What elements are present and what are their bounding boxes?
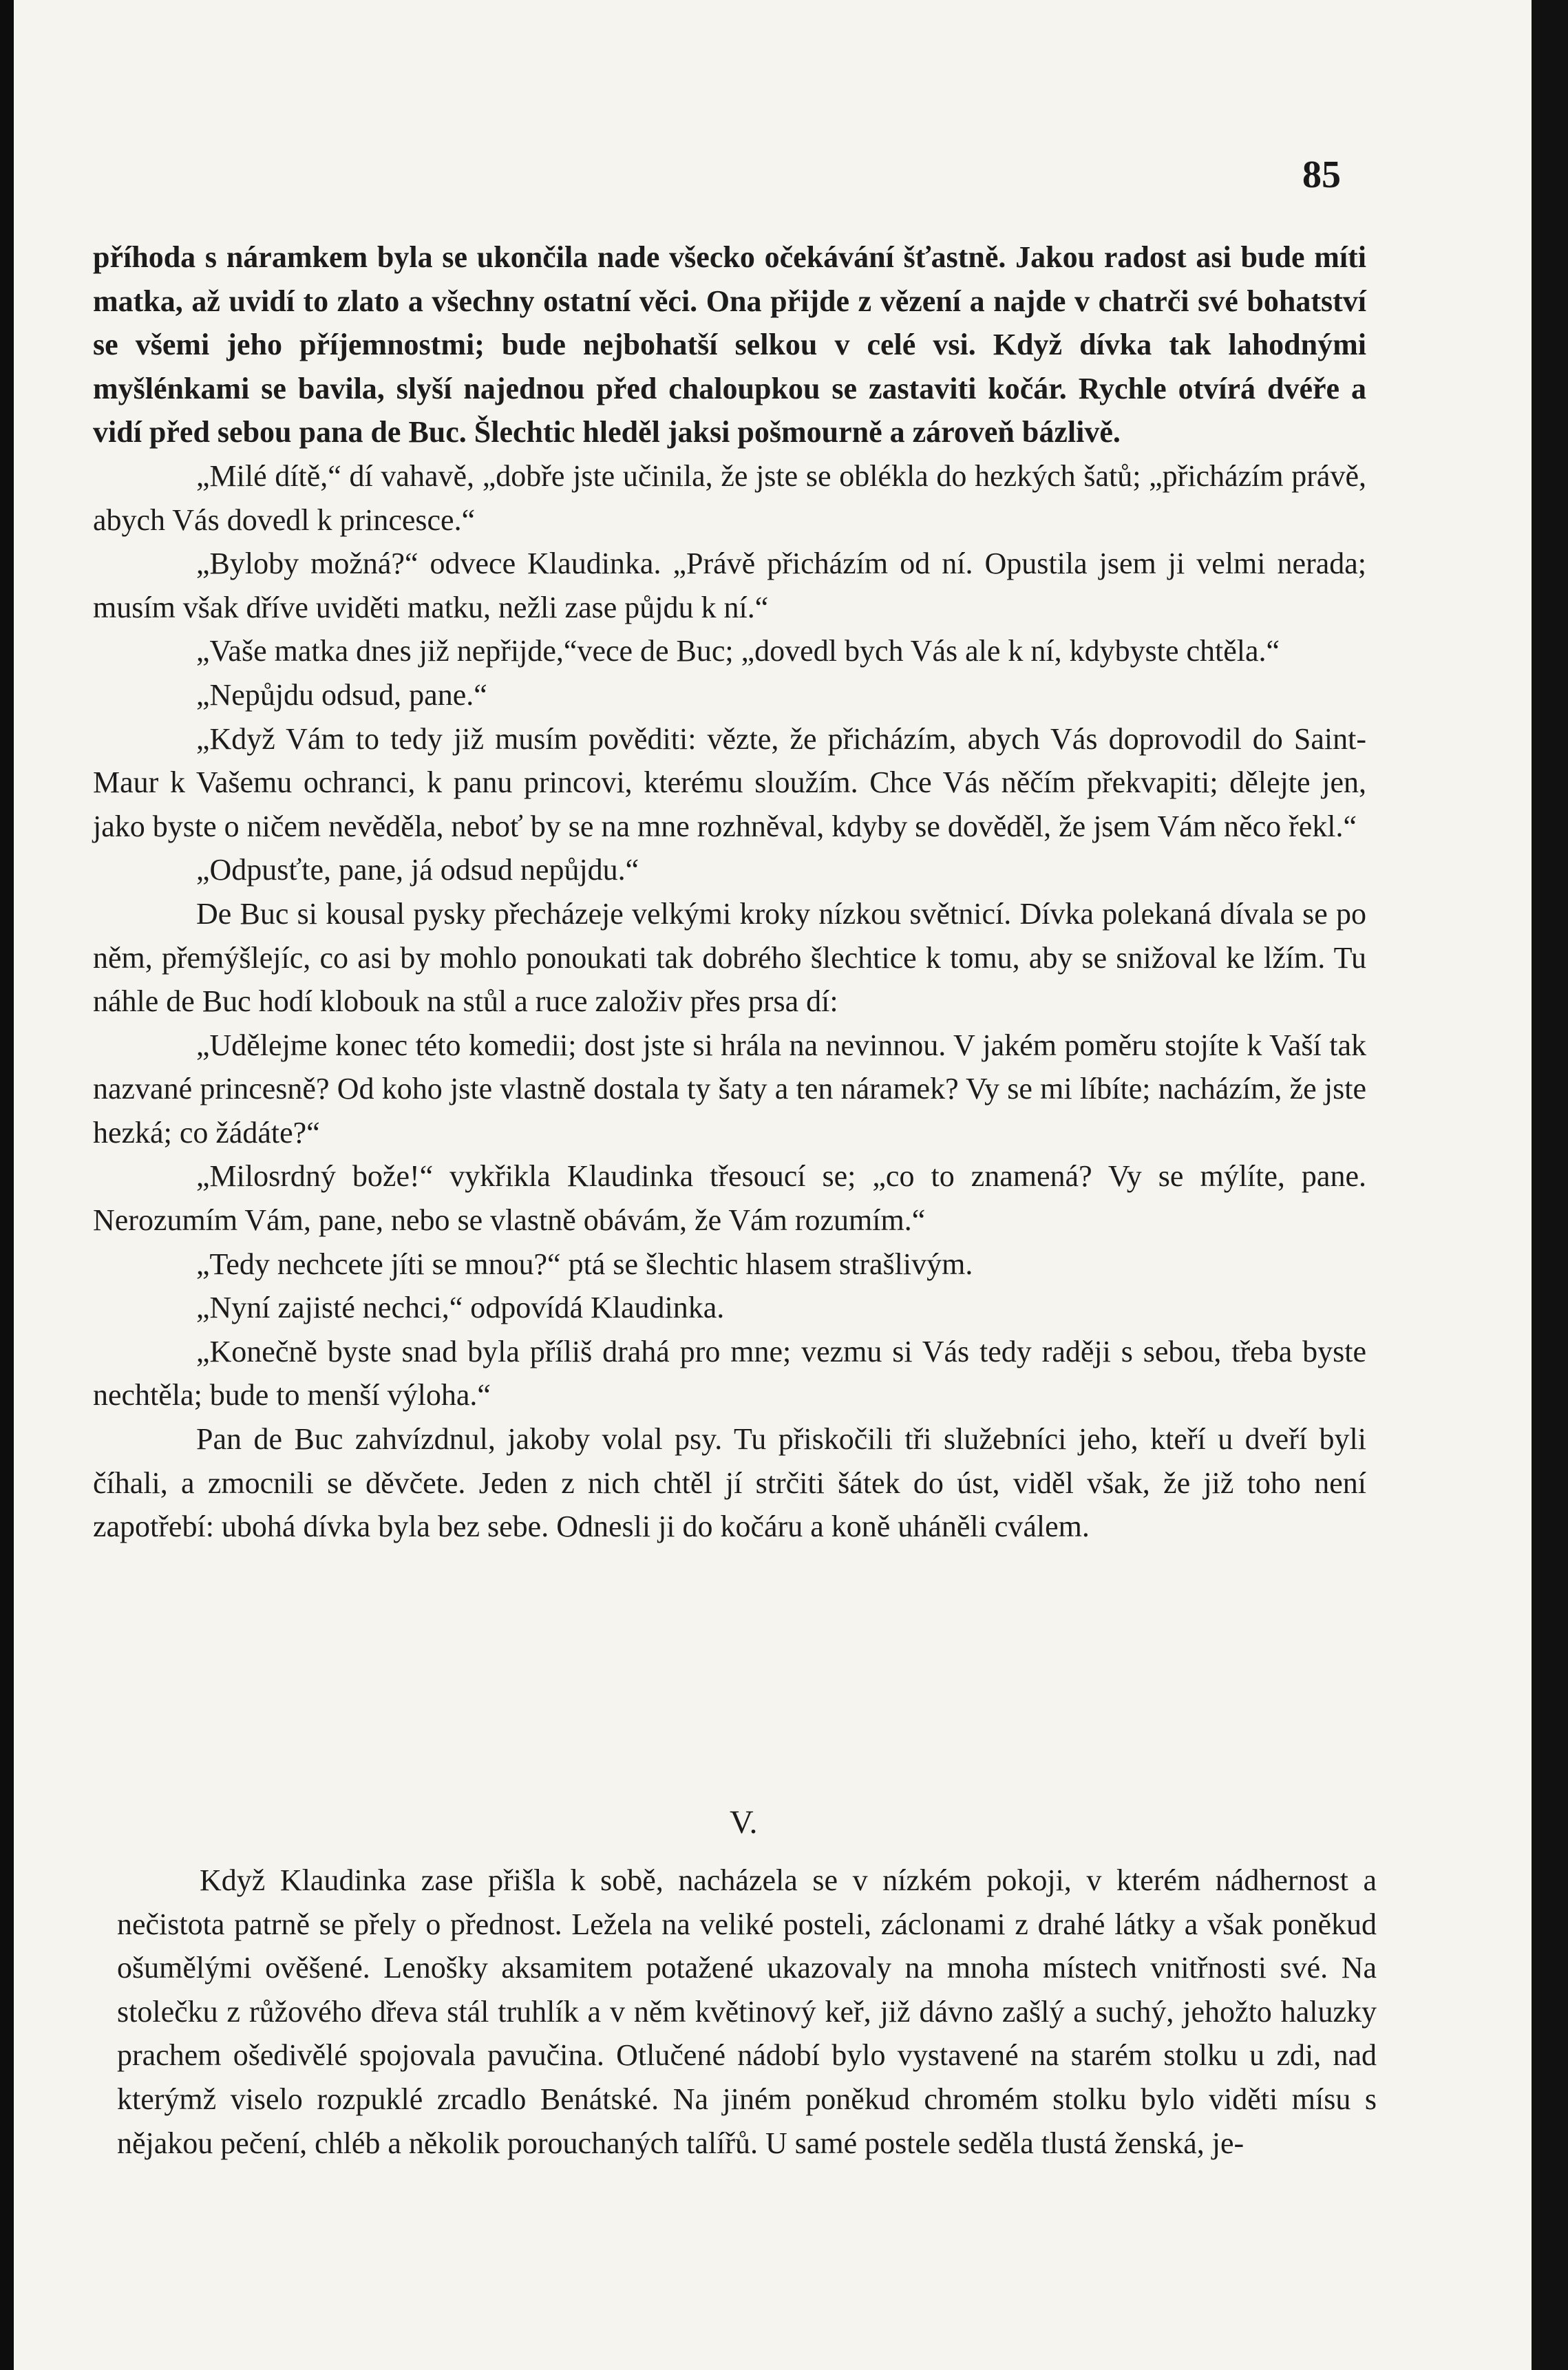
paragraph-13: „Konečně byste snad byla příliš drahá pro mne; vezmu si Vás tedy raději s sebou, třeba byste nechtěla; bude to menší výloha.“ xyxy=(93,1334,1366,1413)
scan-edge xyxy=(1532,0,1568,2370)
chapter-paragraph-1: Když Klaudinka zase přišla k sobě, nacházela se v nízkém pokoji, v kterém nádhernost a nečistota patrně se přely o přednost. Ležela na veliké posteli, záclonami z drahé látky a však poněkud ošumělými ověšené. Lenošky aksamitem potažené ukazovaly na mnoha místech vnitřnosti své. Na stolečku z růžového dřeva stál truhlík a v něm květinový keř, již dávno zašlý a suchý, jehožto haluzky prachem ošedivělé spojovala pavučina. Otlučené nádobí bylo vystavené na starém stolku u zdi, nad kterýmž viselo rozpuklé zrcadlo Benátské. Na jiném poněkud chromém stolku bylo viděti mísu s nějakou pečení, chléb a několik porouchaných talířů. U samé postele seděla tlustá ženská, je- xyxy=(117,1863,1377,2160)
paragraph-6: „Když Vám to tedy již musím pověditi: vězte, že přicházím, abych Vás doprovodil do Saint-Maur k Vašemu ochranci, k panu princovi, kterému sloužím. Chce Vás něčím překvapiti; dělejte jen, jako byste o ničem nevěděla, neboť by se na mne rozhněval, kdyby se dověděl, že jsem Vám něco řekl.“ xyxy=(93,721,1366,843)
chapter-body-text xyxy=(117,1859,1377,2165)
paragraph-9: „Udělejme konec této komedii; dost jste si hrála na nevinnou. V jakém poměru stojíte k Vaší tak nazvané princesně? Od koho jste vlastně dostala ty šaty a ten náramek? Vy se mi líbíte; nacházím, že jste hezká; co žádáte?“ xyxy=(93,1028,1366,1150)
paragraph-4: „Vaše matka dnes již nepřijde,“vece de Buc; „dovedl bych Vás ale k ní, kdybyste chtěla.“ xyxy=(196,634,1280,668)
paragraph-8: De Buc si kousal pysky přecházeje velkými kroky nízkou světnicí. Dívka polekaná dívala se po něm, přemýšlejíc, co asi by mohlo ponoukati tak dobrého šlechtice k tomu, aby se snižoval ke lžím. Tu náhle de Buc hodí klobouk na stůl a ruce založiv přes prsa dí: xyxy=(93,896,1366,1019)
paragraph-12: „Nyní zajisté nechci,“ odpovídá Klaudinka. xyxy=(196,1291,725,1325)
paragraph-3: „Byloby možná?“ odvece Klaudinka. „Právě přicházím od ní. Opustila jsem ji velmi nerada; musím však dříve uviděti matku, nežli zase půjdu k ní.“ xyxy=(93,547,1366,624)
book-page xyxy=(14,0,1532,2370)
paragraph-5: „Nepůjdu odsud, pane.“ xyxy=(196,677,487,712)
paragraph-1: příhoda s náramkem byla se ukončila nade všecko očekávání šťastně. Jakou radost asi bude míti matka, až uvidí to zlato a všechny ostatní věci. Ona přijde z vězení a najde v chatrči své bohatství se všemi jeho příjemnostmi; bude nejbohatší selkou v celé vsi. Když dívka tak lahodnými myšlénkami se bavila, slyší najednou před chaloupkou se zastaviti kočár. Rychle otvírá dvéře a vidí před sebou pana de Buc. Šlechtic hleděl jaksi pošmourně a zároveň bázlivě. xyxy=(93,240,1366,449)
paragraph-10: „Milosrdný bože!“ vykřikla Klaudinka třesoucí se; „co to znamená? Vy se mýlíte, pane. Nerozumím Vám, pane, nebo se vlastně obávám, že Vám rozumím.“ xyxy=(93,1159,1366,1238)
paragraph-7: „Odpusťte, pane, já odsud nepůjdu.“ xyxy=(196,853,639,887)
body-text xyxy=(93,235,1366,1549)
paragraph-11: „Tedy nechcete jíti se mnou?“ ptá se šlechtic hlasem strašlivým. xyxy=(196,1247,973,1281)
paragraph-2: „Milé dítě,“ dí vahavě, „dobře jste učinila, že jste se oblékla do hezkých šatů; „přicházím právě, abych Vás dovedl k princesce.“ xyxy=(93,458,1366,537)
chapter-heading: V. xyxy=(730,1804,758,1841)
paragraph-14: Pan de Buc zahvízdnul, jakoby volal psy. Tu přiskočili tři služebníci jeho, kteří u dveří byli číhali, a zmocnili se děvčete. Jeden z nich chtěl jí strčiti šátek do úst, viděl však, že již toho není zapotřebí: ubohá dívka byla bez sebe. Odnesli ji do kočáru a koně uháněli cválem. xyxy=(93,1422,1366,1544)
page-number: 85 xyxy=(1302,154,1341,196)
